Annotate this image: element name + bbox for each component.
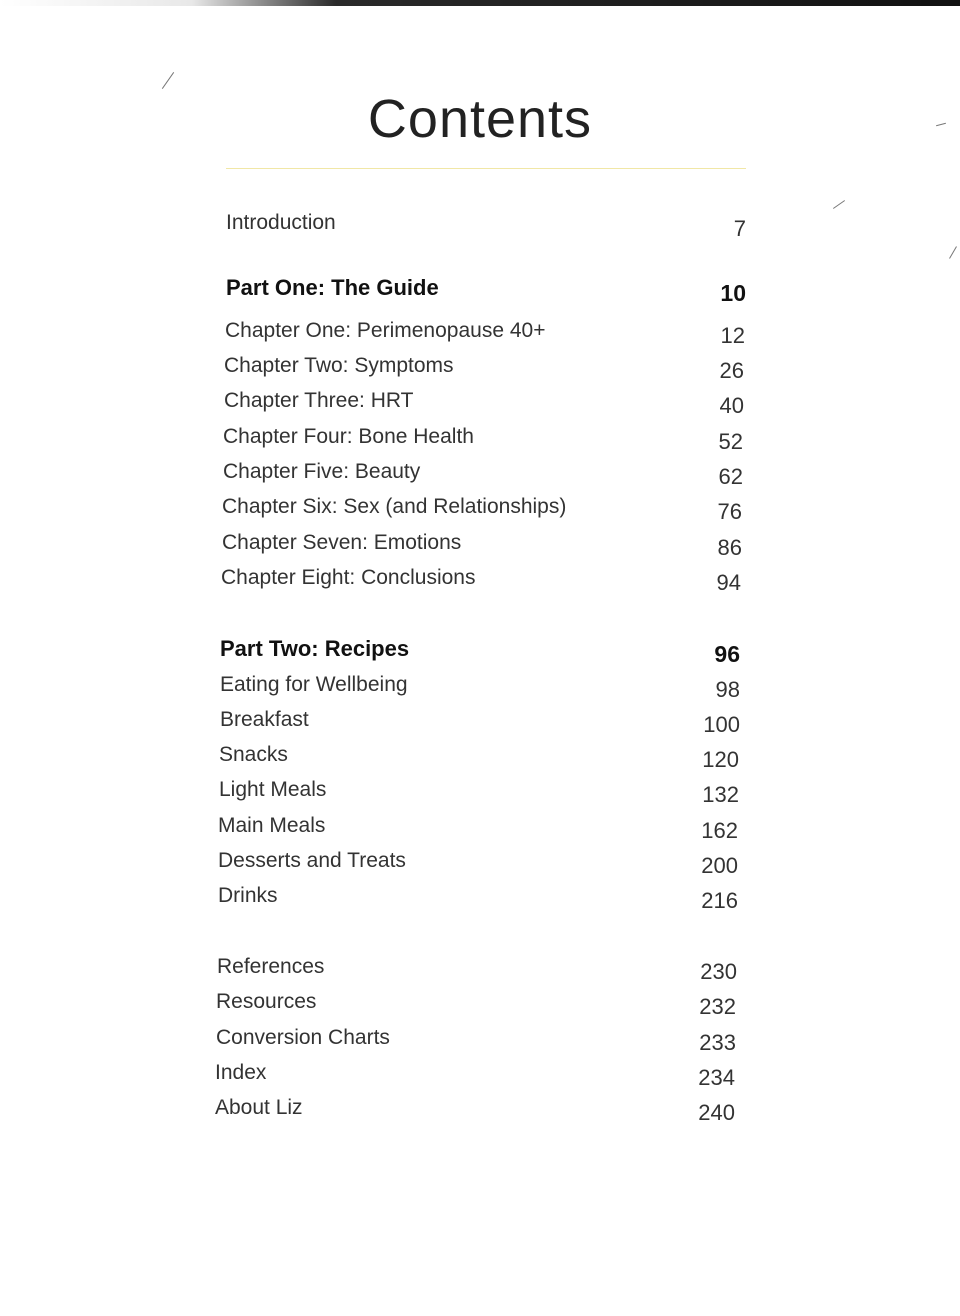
toc-entry-label: Index xyxy=(215,1061,267,1084)
toc-entry-label: Chapter Five: Beauty xyxy=(223,460,421,483)
toc-entry-chapter-eight[interactable] xyxy=(221,566,741,600)
toc-entry-label: References xyxy=(217,955,325,978)
toc-entry-label: Chapter Four: Bone Health xyxy=(223,425,474,448)
toc-entry-label: Chapter Seven: Emotions xyxy=(222,531,462,554)
toc-entry-page-number: 52 xyxy=(718,429,743,454)
toc-entry-label: Introduction xyxy=(226,211,336,234)
page-title: Contents xyxy=(367,89,593,149)
toc-entry-label: Resources xyxy=(216,990,317,1013)
toc-entry-page-number: 240 xyxy=(698,1100,735,1125)
toc-heading-part-one[interactable] xyxy=(226,275,746,309)
toc-entry-page-number: 216 xyxy=(701,888,738,913)
toc-entry-label: Drinks xyxy=(218,884,278,907)
toc-entry-label: Chapter Six: Sex (and Relationships) xyxy=(222,495,567,518)
toc-entry-page-number: 234 xyxy=(698,1065,735,1090)
toc-entry-page-number: 230 xyxy=(700,959,737,984)
toc-entry-page-number: 94 xyxy=(716,570,741,595)
toc-heading-page-number: 96 xyxy=(714,641,740,667)
toc-entry-chapter-three[interactable] xyxy=(224,389,744,423)
toc-heading-page-number: 10 xyxy=(720,280,746,306)
toc-entry-label: About Liz xyxy=(215,1096,303,1119)
toc-entry-label: Chapter One: Perimenopause 40+ xyxy=(225,319,546,342)
scan-mark xyxy=(833,200,845,209)
toc-entry-conversion-charts[interactable] xyxy=(216,1026,736,1060)
toc-entry-label: Desserts and Treats xyxy=(218,849,406,872)
toc-entry-page-number: 26 xyxy=(719,358,744,383)
toc-entry-breakfast[interactable] xyxy=(220,708,740,742)
toc-entry-page-number: 76 xyxy=(717,499,742,524)
scan-mark xyxy=(949,246,957,259)
toc-entry-page-number: 62 xyxy=(718,464,743,489)
toc-entry-chapter-seven[interactable] xyxy=(222,531,742,565)
toc-entry-drinks[interactable] xyxy=(218,884,738,918)
toc-heading-label: Part Two: Recipes xyxy=(220,636,410,661)
toc-entry-label: Breakfast xyxy=(220,708,309,731)
toc-entry-light-meals[interactable] xyxy=(219,778,739,812)
toc-entry-chapter-five[interactable] xyxy=(223,460,743,494)
toc-heading-part-two[interactable] xyxy=(220,636,740,670)
toc-entry-resources[interactable] xyxy=(216,990,736,1024)
toc-entry-label: Snacks xyxy=(219,743,288,766)
toc-entry-references[interactable] xyxy=(217,955,737,989)
toc-entry-page-number: 233 xyxy=(699,1030,736,1055)
toc-entry-page-number: 232 xyxy=(699,994,736,1019)
toc-entry-label: Chapter Two: Symptoms xyxy=(224,354,454,377)
toc-entry-label: Light Meals xyxy=(219,778,327,801)
toc-entry-page-number: 12 xyxy=(720,323,745,348)
toc-entry-page-number: 132 xyxy=(702,782,739,807)
toc-entry-page-number: 40 xyxy=(719,393,744,418)
toc-entry-label: Main Meals xyxy=(218,814,326,837)
toc-entry-desserts-and-treats[interactable] xyxy=(218,849,738,883)
toc-entry-page-number: 7 xyxy=(733,216,746,241)
toc-entry-page-number: 86 xyxy=(717,535,742,560)
toc-entry-chapter-one[interactable] xyxy=(225,319,745,353)
toc-entry-snacks[interactable] xyxy=(219,743,739,777)
toc-entry-chapter-two[interactable] xyxy=(224,354,744,388)
toc-entry-page-number: 162 xyxy=(701,818,738,843)
toc-heading-label: Part One: The Guide xyxy=(226,275,439,300)
toc-entry-label: Conversion Charts xyxy=(216,1026,390,1049)
page-top-edge xyxy=(0,0,960,6)
toc-entry-page-number: 98 xyxy=(715,677,740,702)
toc-entry-main-meals[interactable] xyxy=(218,814,738,848)
toc-entry-label: Chapter Eight: Conclusions xyxy=(221,566,476,589)
toc-entry-chapter-four[interactable] xyxy=(223,425,743,459)
toc-entry-page-number: 120 xyxy=(702,747,739,772)
title-divider xyxy=(226,168,746,169)
toc-entry-index[interactable] xyxy=(215,1061,735,1095)
toc-entry-chapter-six[interactable] xyxy=(222,495,742,529)
toc-entry-introduction[interactable] xyxy=(226,211,746,245)
toc-entry-label: Chapter Three: HRT xyxy=(224,389,414,412)
toc-entry-page-number: 100 xyxy=(703,712,740,737)
toc-entry-label: Eating for Wellbeing xyxy=(220,673,408,696)
scan-mark xyxy=(162,72,174,89)
toc-entry-eating-for-wellbeing[interactable] xyxy=(220,673,740,707)
toc-entry-about-liz[interactable] xyxy=(215,1096,735,1130)
toc-entry-page-number: 200 xyxy=(701,853,738,878)
